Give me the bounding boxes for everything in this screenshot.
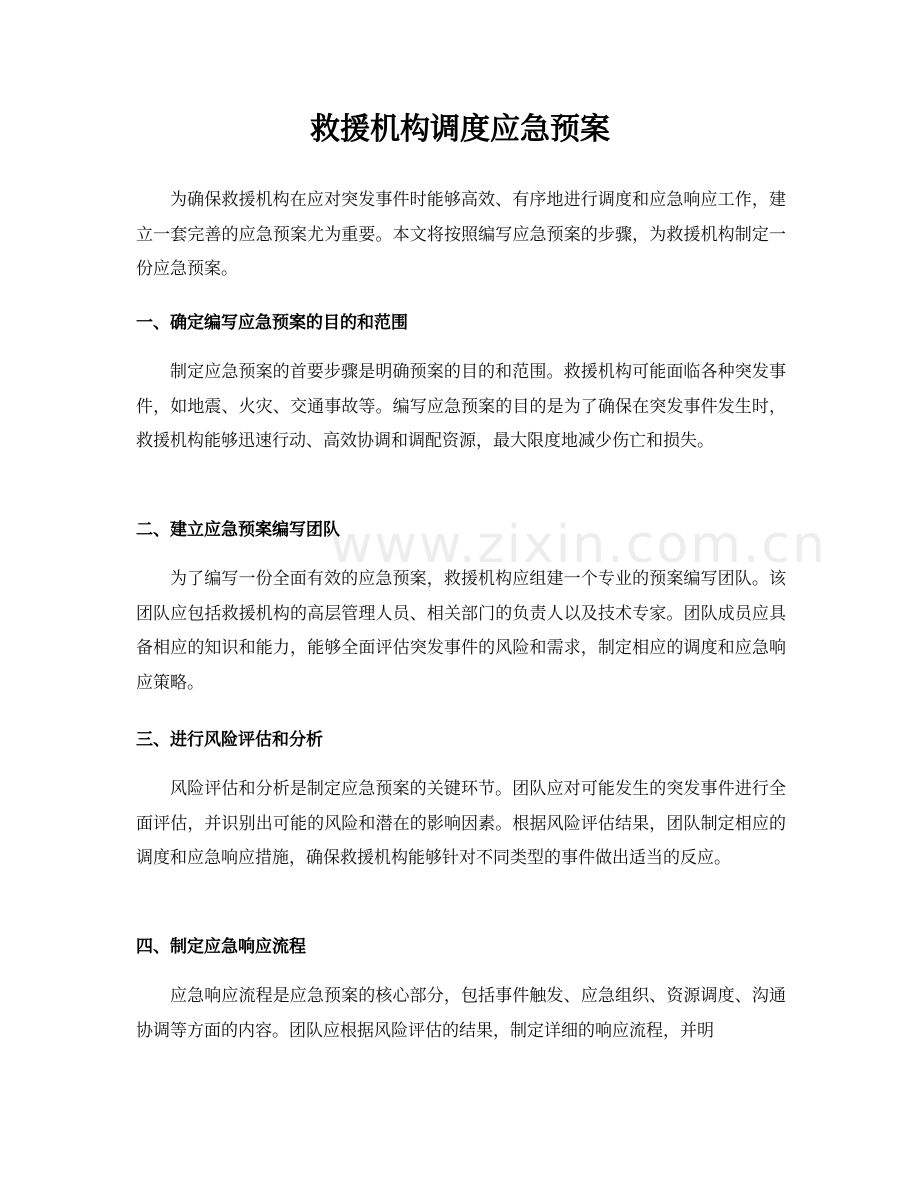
intro-paragraph: 为确保救援机构在应对突发事件时能够高效、有序地进行调度和应急响应工作，建立一套完善的应急预案尤为重要。本文将按照编写应急预案的步骤，为救援机构制定一份应急预案。 <box>136 190 786 279</box>
section-body-3: 风险评估和分析是制定应急预案的关键环节。团队应对可能发生的突发事件进行全面评估，并识别出可能的风险和潜在的影响因素。根据风险评估结果，团队制定相应的调度和应急响应措施，确保救援机构能够针对不同类型的事件做出适当的反应。 <box>136 779 786 868</box>
section-heading-4: 四、制定应急响应流程 <box>136 937 306 957</box>
section-heading-2: 二、建立应急预案编写团队 <box>136 520 340 540</box>
section-heading-1: 一、确定编写应急预案的目的和范围 <box>136 313 408 333</box>
document-title: 救援机构调度应急预案 <box>310 112 610 147</box>
section-body-2: 为了编写一份全面有效的应急预案，救援机构应组建一个专业的预案编写团队。该团队应包括救援机构的高层管理人员、相关部门的负责人以及技术专家。团队成员应具备相应的知识和能力，能够全面评估突发事件的风险和需求，制定相应的调度和应急响应策略。 <box>136 569 786 693</box>
watermark: www.zixin.com.cn <box>330 515 827 575</box>
section-body-1: 制定应急预案的首要步骤是明确预案的目的和范围。救援机构可能面临各种突发事件，如地震、火灾、交通事故等。编写应急预案的目的是为了确保在突发事件发生时，救援机构能够迅速行动、高效协调和调配资源，最大限度地减少伤亡和损失。 <box>136 362 786 451</box>
section-heading-3: 三、进行风险评估和分析 <box>136 730 323 750</box>
section-body-4: 应急响应流程是应急预案的核心部分，包括事件触发、应急组织、资源调度、沟通协调等方面的内容。团队应根据风险评估的结果，制定详细的响应流程，并明 <box>136 986 786 1041</box>
